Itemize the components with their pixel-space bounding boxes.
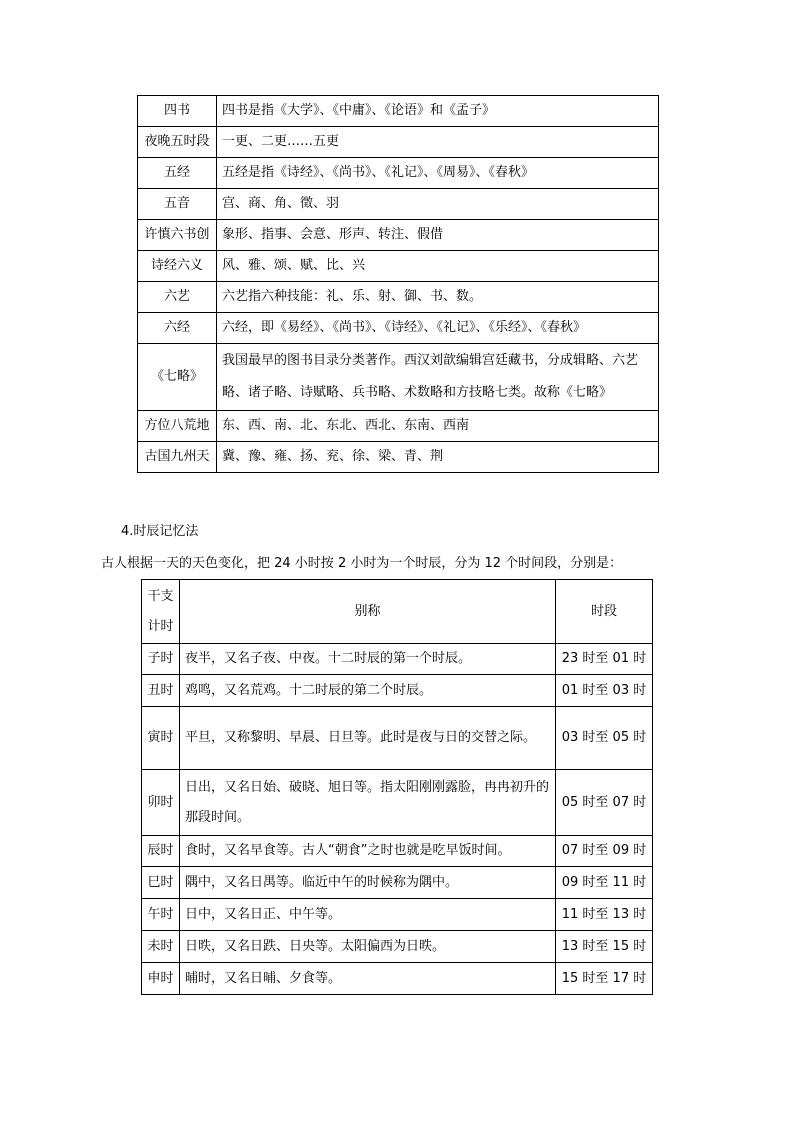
table-row bbox=[138, 282, 659, 313]
table-row bbox=[142, 963, 653, 995]
alias-cell: 鸡鸣，又名荒鸡。十二时辰的第二个时辰。 bbox=[180, 675, 556, 707]
name-cell: 辰时 bbox=[142, 836, 180, 867]
period-cell: 15 时至 17 时 bbox=[556, 963, 653, 995]
period-cell: 07 时至 09 时 bbox=[556, 836, 653, 867]
table-row bbox=[138, 442, 659, 473]
culture-terms-table bbox=[137, 95, 659, 473]
desc-cell: 一更、二更……五更 bbox=[217, 127, 659, 158]
term-cell: 六艺 bbox=[138, 282, 217, 313]
header-cell: 时段 bbox=[556, 580, 653, 644]
alias-cell: 平旦，又称黎明、早晨、日旦等。此时是夜与日的交替之际。 bbox=[180, 707, 556, 770]
table-row bbox=[142, 931, 653, 963]
table-row bbox=[138, 189, 659, 220]
name-cell: 午时 bbox=[142, 899, 180, 931]
table-row bbox=[138, 313, 659, 344]
alias-cell: 日中，又名日正、中午等。 bbox=[180, 899, 556, 931]
period-cell: 23 时至 01 时 bbox=[556, 644, 653, 675]
alias-cell: 夜半，又名子夜、中夜。十二时辰的第一个时辰。 bbox=[180, 644, 556, 675]
period-cell: 01 时至 03 时 bbox=[556, 675, 653, 707]
table-header-row bbox=[142, 580, 653, 644]
term-cell: 五经 bbox=[138, 158, 217, 189]
name-cell: 巳时 bbox=[142, 867, 180, 899]
table-row bbox=[138, 220, 659, 251]
desc-cell: 风、雅、颂、赋、比、兴 bbox=[217, 251, 659, 282]
alias-cell: 食时，又名早食等。古人“朝食”之时也就是吃早饭时间。 bbox=[180, 836, 556, 867]
header-cell: 干支计时 bbox=[142, 580, 180, 644]
desc-cell: 东、西、南、北、东北、西北、东南、西南 bbox=[217, 411, 659, 442]
name-cell: 申时 bbox=[142, 963, 180, 995]
shichen-table bbox=[141, 579, 653, 995]
term-cell: 六经 bbox=[138, 313, 217, 344]
table-row bbox=[138, 251, 659, 282]
desc-cell: 四书是指《大学》、《中庸》、《论语》和《孟子》 bbox=[217, 96, 659, 127]
desc-cell: 五经是指《诗经》、《尚书》、《礼记》、《周易》、《春秋》 bbox=[217, 158, 659, 189]
period-cell: 11 时至 13 时 bbox=[556, 899, 653, 931]
desc-cell: 宫、商、角、徵、羽 bbox=[217, 189, 659, 220]
period-cell: 05 时至 07 时 bbox=[556, 770, 653, 836]
desc-cell: 冀、豫、雍、扬、兖、徐、梁、青、荆 bbox=[217, 442, 659, 473]
term-cell: 四书 bbox=[138, 96, 217, 127]
table-row bbox=[138, 344, 659, 411]
alias-cell: 日昳，又名日跌、日央等。太阳偏西为日昳。 bbox=[180, 931, 556, 963]
term-cell: 五音 bbox=[138, 189, 217, 220]
name-cell: 未时 bbox=[142, 931, 180, 963]
alias-cell: 日出，又名日始、破晓、旭日等。指太阳刚刚露脸，冉冉初升的那段时间。 bbox=[180, 770, 556, 836]
alias-cell: 晡时，又名日晡、夕食等。 bbox=[180, 963, 556, 995]
name-cell: 子时 bbox=[142, 644, 180, 675]
table-row bbox=[142, 867, 653, 899]
period-cell: 03 时至 05 时 bbox=[556, 707, 653, 770]
table-row bbox=[142, 836, 653, 867]
period-cell: 13 时至 15 时 bbox=[556, 931, 653, 963]
alias-cell: 隅中，又名日禺等。临近中午的时候称为隅中。 bbox=[180, 867, 556, 899]
table-row bbox=[142, 899, 653, 931]
period-cell: 09 时至 11 时 bbox=[556, 867, 653, 899]
desc-cell: 六经，即《易经》、《尚书》、《诗经》、《礼记》、《乐经》、《春秋》 bbox=[217, 313, 659, 344]
table-row bbox=[138, 96, 659, 127]
table-row bbox=[138, 158, 659, 189]
desc-cell: 我国最早的图书目录分类著作。西汉刘歆编辑宫廷藏书，分成辑略、六艺略、诸子略、诗赋略、兵书略、术数略和方技略七类。故称《七略》 bbox=[217, 344, 659, 411]
term-cell: 《七略》 bbox=[138, 344, 217, 411]
term-cell: 方位八荒地 bbox=[138, 411, 217, 442]
desc-cell: 六艺指六种技能：礼、乐、射、御、书、数。 bbox=[217, 282, 659, 313]
header-cell: 别称 bbox=[180, 580, 556, 644]
table-row bbox=[142, 707, 653, 770]
table-row bbox=[138, 127, 659, 158]
table-row bbox=[142, 770, 653, 836]
intro-paragraph: 古人根据一天的天色变化，把 24 小时按 2 小时为一个时辰，分为 12 个时间段，分别是： bbox=[101, 556, 623, 571]
term-cell: 诗经六义 bbox=[138, 251, 217, 282]
table-row bbox=[142, 675, 653, 707]
name-cell: 丑时 bbox=[142, 675, 180, 707]
term-cell: 夜晚五时段 bbox=[138, 127, 217, 158]
term-cell: 许慎六书创 bbox=[138, 220, 217, 251]
term-cell: 古国九州天 bbox=[138, 442, 217, 473]
table-row bbox=[142, 644, 653, 675]
table-row bbox=[138, 411, 659, 442]
section-heading: 4.时辰记忆法 bbox=[121, 524, 199, 539]
name-cell: 卯时 bbox=[142, 770, 180, 836]
desc-cell: 象形、指事、会意、形声、转注、假借 bbox=[217, 220, 659, 251]
name-cell: 寅时 bbox=[142, 707, 180, 770]
